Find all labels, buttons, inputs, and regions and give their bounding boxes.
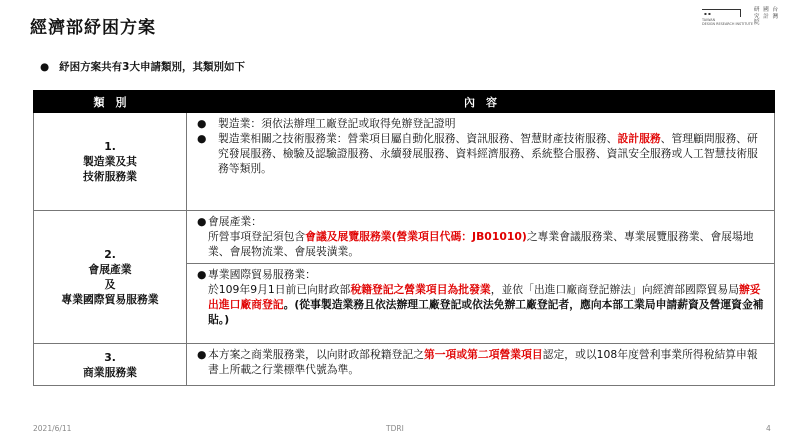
highlight-text: 稅籍登記之營業項目為批發業 xyxy=(350,283,491,296)
intro-text: 紓困方案共有3大申請類別，其類別如下 xyxy=(59,61,245,73)
bullet-icon: ● xyxy=(197,132,207,145)
bullet-icon: ● xyxy=(197,215,207,228)
category-cell xyxy=(34,344,187,386)
bullet-icon: ● xyxy=(197,268,207,281)
highlight-text: 辦妥出進口廠商登記 xyxy=(208,283,761,311)
header-category: 類 別 xyxy=(34,91,187,113)
highlight-text: 第一項或第二項營業項目 xyxy=(423,348,543,361)
category-line: 商業服務業 xyxy=(83,365,137,379)
category-line: 3. xyxy=(104,350,116,364)
table-row xyxy=(34,211,775,344)
logo-chinese-text: 研 國 台 究 計 灣 院 xyxy=(754,7,779,27)
highlight-text: 會議及展覽服務業(營業項目代碼：JB01010) xyxy=(305,230,527,243)
table-row xyxy=(34,113,775,211)
text-segment: 本方案之商業服務業，以向財政部稅籍登記之 xyxy=(208,348,424,361)
table-body xyxy=(34,113,775,386)
content-item xyxy=(197,347,764,377)
category-line: 及 xyxy=(104,278,116,291)
text-segment: 製造業相關之技術服務業：營業項目屬自動化服務、資訊服務、智慧財產技術服務、 xyxy=(218,132,618,145)
content-cell xyxy=(187,344,775,386)
item-text xyxy=(218,131,764,176)
item-text xyxy=(208,347,764,377)
category-cell xyxy=(34,211,187,344)
intro-line xyxy=(40,59,245,74)
text-segment: 製造業：須依法辦理工廠登記或取得免辦登記證明 xyxy=(218,117,456,130)
item-text xyxy=(208,267,764,327)
text-segment: 會展產業： xyxy=(208,215,262,228)
logo-mark: ▪ ▪ xyxy=(704,11,711,16)
category-line: 技術服務業 xyxy=(83,170,137,183)
bullet-icon: ● xyxy=(197,348,207,361)
text-segment: 認定，或以108年度營利事業所得稅結算申報書上所載之行業標準代號為準。 xyxy=(208,348,758,376)
text-segment: 所營事項登記須包含 xyxy=(208,230,306,243)
header-content: 內 容 xyxy=(187,91,775,113)
item-text xyxy=(218,116,764,131)
text-segment: 專業國際貿易服務業： xyxy=(208,268,316,281)
category-line: 製造業及其 xyxy=(83,155,137,168)
table-row xyxy=(34,344,775,386)
category-line: 專業國際貿易服務業 xyxy=(61,293,159,306)
content-item xyxy=(197,267,764,327)
text-segment: 。(從事製造業務且依法辦理工廠登記或依法免辦工廠登記者，應向本部工業局申請薪資及營運資金補貼。) xyxy=(208,298,764,326)
text-segment: 、管理顧問服務、研究發展服務、檢驗及認驗證服務、永續發展服務、資料經濟服務、系統整合服務、資訊安全服務或人工智慧技術服務等類別。 xyxy=(218,132,758,175)
scheme-table xyxy=(33,90,775,386)
footer-page-number: 4 xyxy=(766,424,771,433)
item-divider xyxy=(187,263,774,264)
category-line: 1. xyxy=(104,140,116,153)
content-item xyxy=(197,131,764,176)
text-segment: ，並依「出進口廠商登記辦法」向經濟部國際貿易局 xyxy=(490,283,740,296)
tdri-logo xyxy=(702,8,780,34)
item-text xyxy=(208,214,764,259)
table-header-row xyxy=(34,91,775,113)
logo-english-text: TAIWAN DESIGN RESEARCH INSTITUTE xyxy=(702,18,753,27)
text-segment: 之專業會議服務業、專業展覽服務業、會展場地業、會展物流業、會展裝潢業。 xyxy=(208,230,754,258)
intro-bullet: ● xyxy=(40,61,50,73)
text-segment: 於109年9月1日前已向財政部 xyxy=(208,283,351,296)
category-line: 會展產業 xyxy=(88,263,132,276)
content-cell xyxy=(187,113,775,211)
category-cell xyxy=(34,113,187,211)
category-line: 2. xyxy=(104,248,116,261)
bullet-icon: ● xyxy=(197,117,207,130)
footer-date: 2021/6/11 xyxy=(33,424,72,433)
content-item xyxy=(197,116,764,131)
content-cell xyxy=(187,211,775,344)
highlight-text: 設計服務 xyxy=(617,132,661,145)
footer-org: TDRI xyxy=(386,424,404,433)
content-item xyxy=(197,214,764,259)
page-title: 經濟部紓困方案 xyxy=(30,18,156,38)
